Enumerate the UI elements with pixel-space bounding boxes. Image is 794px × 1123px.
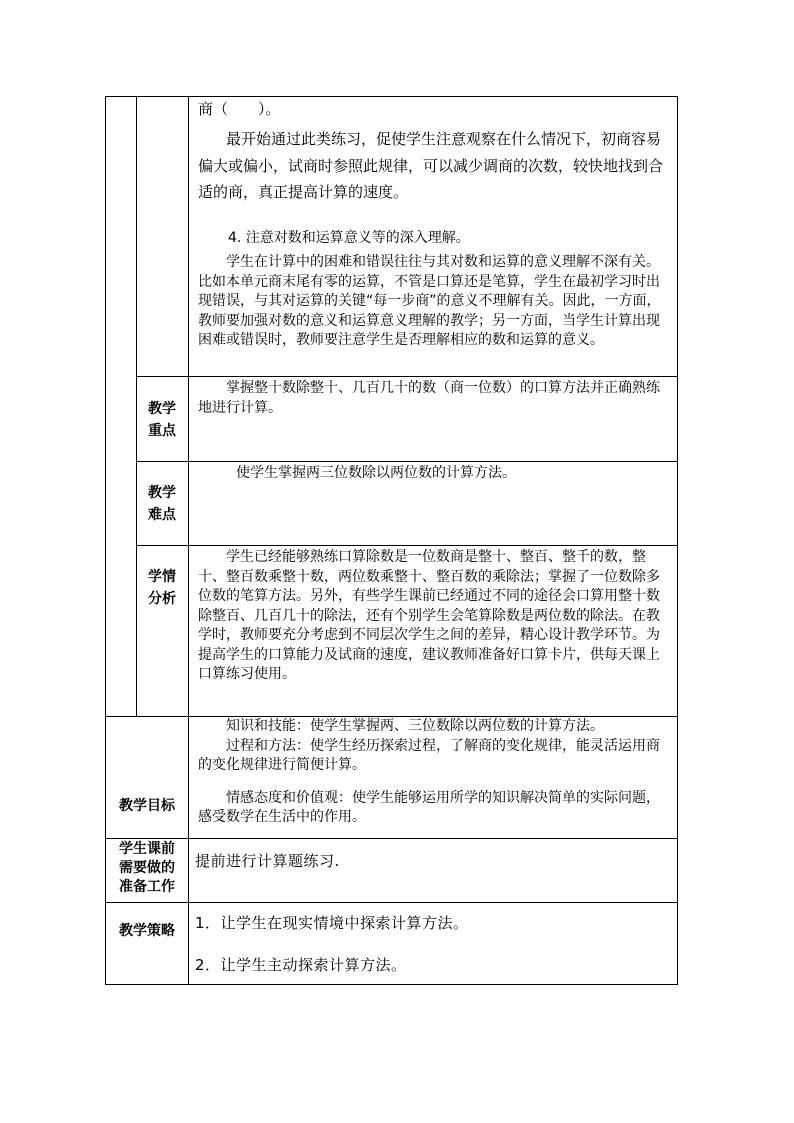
analysis-content (198, 548, 670, 685)
key-points-text: 掌握整十数除整十、几百几十的数（商一位数）的口算方法并正确熟练地进行计算。 (198, 380, 660, 416)
continuation-line: 商（ ）。 (198, 100, 281, 118)
preparation-label-line1: 学生课前 (119, 841, 175, 857)
understanding-text: 学生在计算中的困难和错误往往与其对数和运算的意义理解不深有关。比如本单元商末尾有零的运算，不管是口算还是笔算，学生在最初学习时出现错误，与其对运算的关键“每一步商”的意义不理解有关。因此，一方面，教师要加强对数的意义和运算意义理解的教学；另一方面，当学生计算出现困难或错误时，教师要注意学生是否理解相应的数和运算的意义。 (198, 254, 661, 348)
goals-label: 教学目标 (119, 798, 175, 814)
analysis-text: 学生已经能够熟练口算除数是一位数商是整十、整百、整千的数，整十、整百数乘整十数，两位数乘整十、整百数的乘除法；掌握了一位数除多位数的笔算方法。另外，有些学生课前已经通过不同的途径会口算用整十数除整百、几百几十的除法，还有个别学生会笔算除数是两位数的除法。在教学时，教师要充分考虑到不同层次学生之间的差异，精心设计教学环节。为提高学生的口算能力及试商的速度，建议教师准备好口算卡片，供每天课上口算练习使用。 (198, 549, 660, 682)
preparation-label (106, 840, 188, 897)
difficulties-content (198, 464, 670, 484)
goals-item-attitude: 情感态度和价值观：使学生能够运用所学的知识解决简单的实际问题，感受数学在生活中的作用。 (198, 789, 660, 825)
row-divider-2 (136, 461, 678, 462)
col-divider-main (188, 96, 189, 985)
key-points-label-line1: 教学 (148, 401, 176, 417)
goals-item-process: 过程和方法：使学生经历探索过程，了解商的变化规律，能灵活运用商的变化规律进行简便计算。 (198, 737, 660, 773)
analysis-label (137, 566, 187, 610)
analysis-label-line1: 学情 (148, 569, 176, 585)
row-divider-5 (105, 838, 678, 839)
preparation-label-line3: 准备工作 (119, 879, 175, 895)
difficulties-text: 使学生掌握两三位数除以两位数的计算方法。 (236, 465, 516, 481)
row-divider-6 (105, 902, 678, 903)
preparation-label-line2: 需要做的 (119, 860, 175, 876)
strategy-item-1: 1．让学生在现实情境中探索计算方法。 (195, 914, 469, 932)
preparation-content: 提前进行计算题练习. (195, 852, 340, 870)
key-points-label (137, 398, 187, 442)
point-four-heading: 4. 注意对数和运算意义等的深入理解。 (228, 230, 470, 246)
goals-content (198, 717, 670, 828)
analysis-label-line2: 分析 (148, 591, 176, 607)
difficulties-label (137, 482, 187, 526)
understanding-paragraph (198, 253, 670, 351)
observation-paragraph: 最开始通过此类练习，促使学生注意观察在什么情况下，初商容易偏大或偏小，试商时参照此规律，可以减少调商的次数，较快地找到合适的商，真正提高计算的速度。 (198, 130, 664, 201)
difficulties-label-line2: 难点 (148, 507, 176, 523)
strategy-label: 教学策略 (119, 923, 175, 939)
continuation-paragraph (198, 126, 668, 206)
strategy-item-2: 2．让学生主动探索计算方法。 (195, 956, 407, 974)
key-points-label-line2: 重点 (148, 423, 176, 439)
row-divider-3 (136, 545, 678, 546)
key-points-content (198, 379, 670, 418)
row-divider-1 (136, 376, 678, 377)
difficulties-label-line1: 教学 (148, 485, 176, 501)
goals-item-knowledge: 知识和技能：使学生掌握两、三位数除以两位数的计算方法。 (226, 718, 604, 734)
